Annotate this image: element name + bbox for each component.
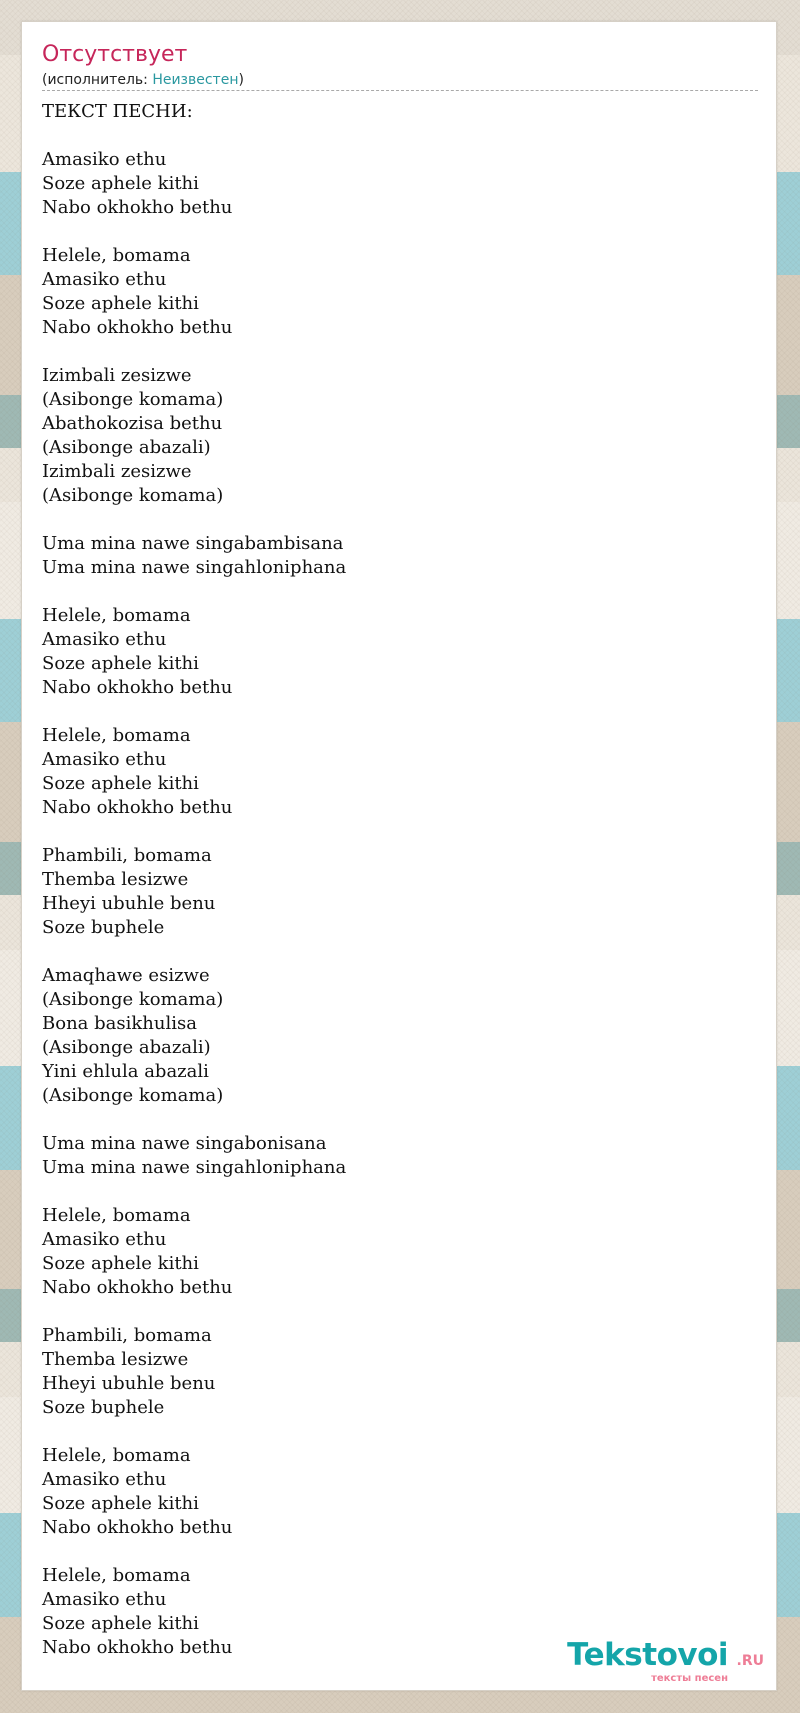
- lyric-blank-line: [42, 1108, 742, 1132]
- artist-suffix: ): [238, 72, 244, 88]
- lyric-line: Amasiko ethu: [42, 1589, 167, 1610]
- lyric-line: (Asibonge komama): [42, 389, 224, 410]
- lyric-line: Uma mina nawe singabambisana: [42, 533, 344, 554]
- lyrics-text: [42, 100, 742, 1660]
- lyric-line: Soze aphele kithi: [42, 1253, 199, 1274]
- lyric-blank-line: [42, 940, 742, 964]
- site-logo[interactable]: [560, 1636, 770, 1688]
- lyric-line: Hheyi ubuhle benu: [42, 1373, 216, 1394]
- lyric-blank-line: [42, 1420, 742, 1444]
- lyric-line: Amasiko ethu: [42, 1229, 167, 1250]
- lyric-blank-line: [42, 508, 742, 532]
- logo-tagline: тексты песен: [651, 1673, 728, 1684]
- artist-line: [42, 71, 244, 89]
- lyric-line: Uma mina nawe singabonisana: [42, 1133, 327, 1154]
- lyric-line: Amaqhawe esizwe: [42, 965, 210, 986]
- lyric-line: Nabo okhokho bethu: [42, 1637, 233, 1658]
- lyric-line: Nabo okhokho bethu: [42, 317, 233, 338]
- lyric-line: Nabo okhokho bethu: [42, 1517, 233, 1538]
- lyric-line: (Asibonge abazali): [42, 1037, 211, 1058]
- lyric-line: Helele, bomama: [42, 245, 191, 266]
- lyric-line: Soze aphele kithi: [42, 773, 199, 794]
- lyric-line: Soze aphele kithi: [42, 653, 199, 674]
- lyric-line: Amasiko ethu: [42, 749, 167, 770]
- lyric-line: Nabo okhokho bethu: [42, 797, 233, 818]
- lyrics-card: [21, 21, 777, 1691]
- lyric-line: Izimbali zesizwe: [42, 461, 192, 482]
- lyric-line: Soze aphele kithi: [42, 1613, 199, 1634]
- song-header: [42, 42, 758, 91]
- lyric-line: Bona basikhulisa: [42, 1013, 197, 1034]
- lyric-line: Nabo okhokho bethu: [42, 197, 233, 218]
- lyric-blank-line: [42, 700, 742, 724]
- lyric-line: Uma mina nawe singahloniphana: [42, 1157, 347, 1178]
- lyric-line: Amasiko ethu: [42, 149, 167, 170]
- lyric-blank-line: [42, 1540, 742, 1564]
- lyric-line: Amasiko ethu: [42, 1469, 167, 1490]
- lyric-line: Phambili, bomama: [42, 845, 212, 866]
- lyrics-heading: ТЕКСТ ПЕСНИ:: [42, 101, 193, 122]
- lyric-blank-line: [42, 124, 742, 148]
- lyric-line: Hheyi ubuhle benu: [42, 893, 216, 914]
- lyric-blank-line: [42, 340, 742, 364]
- logo-name: Tekstovoi: [567, 1637, 728, 1673]
- lyric-line: Themba lesizwe: [42, 869, 189, 890]
- lyric-line: Soze buphele: [42, 917, 165, 938]
- lyric-line: Yini ehlula abazali: [42, 1061, 209, 1082]
- lyrics-lines: [42, 124, 742, 1660]
- logo-tld: .RU: [736, 1653, 764, 1669]
- lyric-line: Helele, bomama: [42, 605, 191, 626]
- lyric-line: Helele, bomama: [42, 1445, 191, 1466]
- lyric-line: Izimbali zesizwe: [42, 365, 192, 386]
- lyric-line: Amasiko ethu: [42, 629, 167, 650]
- lyric-line: (Asibonge komama): [42, 989, 224, 1010]
- lyric-line: Uma mina nawe singahloniphana: [42, 557, 347, 578]
- lyric-line: Soze buphele: [42, 1397, 165, 1418]
- lyric-line: Soze aphele kithi: [42, 1493, 199, 1514]
- lyric-line: Themba lesizwe: [42, 1349, 189, 1370]
- lyric-line: Phambili, bomama: [42, 1325, 212, 1346]
- lyric-blank-line: [42, 1180, 742, 1204]
- lyric-blank-line: [42, 220, 742, 244]
- lyric-line: (Asibonge abazali): [42, 437, 211, 458]
- lyric-line: Helele, bomama: [42, 725, 191, 746]
- song-title: Отсутствует: [42, 42, 188, 67]
- lyric-line: Helele, bomama: [42, 1565, 191, 1586]
- lyric-blank-line: [42, 1300, 742, 1324]
- artist-link[interactable]: Неизвестен: [152, 72, 239, 88]
- artist-prefix: (исполнитель:: [42, 72, 153, 88]
- lyric-line: Nabo okhokho bethu: [42, 677, 233, 698]
- lyric-line: Amasiko ethu: [42, 269, 167, 290]
- lyric-line: Soze aphele kithi: [42, 173, 199, 194]
- lyric-line: Nabo okhokho bethu: [42, 1277, 233, 1298]
- lyric-line: Soze aphele kithi: [42, 293, 199, 314]
- lyric-line: (Asibonge komama): [42, 1085, 224, 1106]
- lyric-line: Helele, bomama: [42, 1205, 191, 1226]
- lyric-line: Abathokozisa bethu: [42, 413, 223, 434]
- lyric-blank-line: [42, 580, 742, 604]
- lyric-blank-line: [42, 820, 742, 844]
- lyric-line: (Asibonge komama): [42, 485, 224, 506]
